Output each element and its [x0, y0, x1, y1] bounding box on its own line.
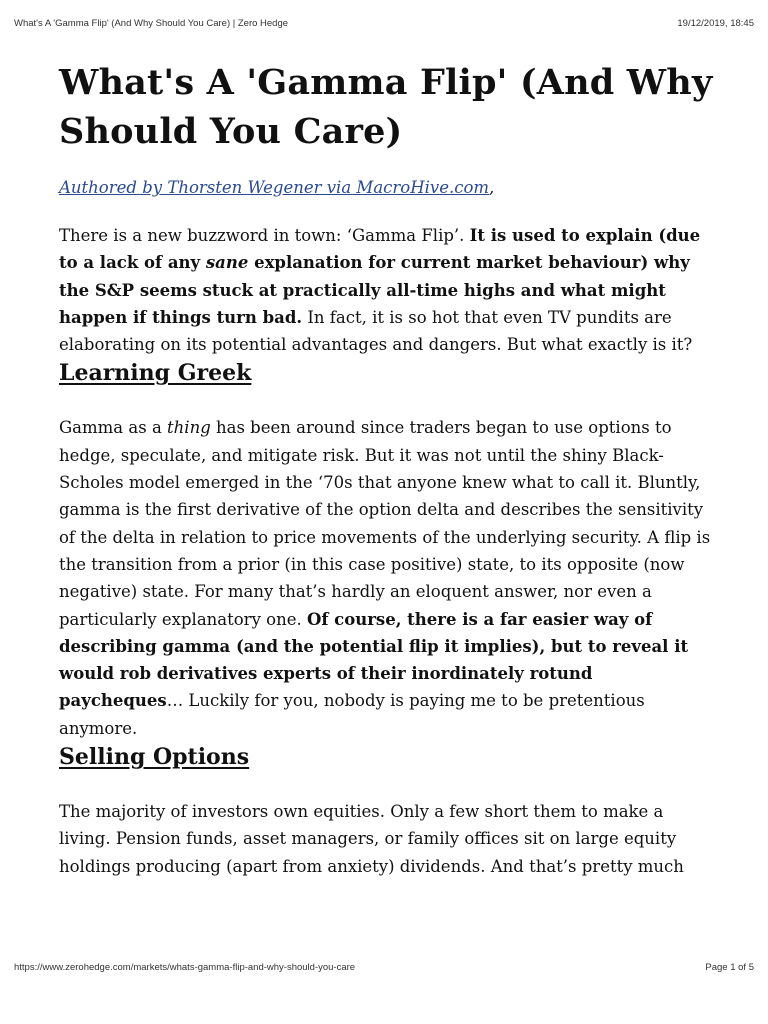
intro-text-2: In fact, it is so hot that even TV pundits are elaborating on its potential advantages and dangers. But what exactly is it? [59, 307, 693, 355]
paragraph-intro [59, 222, 719, 358]
learning-text-3: … Luckily for you, nobody is paying me to be pretentious anymore. [59, 691, 645, 738]
article [59, 58, 719, 880]
print-footer-page: Page 1 of 5 [705, 962, 754, 973]
learning-text-2: has been around since traders began to use options to hedge, speculate, and mitigate risk. But it was not until the shiny Black-Scholes model emerged in the ‘70s that anyone knew what to call it. Bluntly, gamma is the first derivative of the option delta and describes the sensitivity of the delta in relation to price movements of the underlying security. A flip is the transition from a prior (in this case positive) state, to its opposite (now negative) state. For many that’s hardly an eloquent answer, nor even a particularly explanatory one. [59, 418, 711, 629]
learning-text-1: Gamma as a [59, 418, 168, 438]
byline-suffix: , [489, 178, 495, 197]
paragraph-selling-options: The majority of investors own equities. Only a few short them to make a living. Pension funds, asset managers, or family offices sit on large equity holdings producing (apart from anxiety) dividends. And that’s pretty much [59, 802, 684, 876]
intro-bold-1: It is used to explain (due to a lack of any [59, 226, 701, 273]
print-header [14, 18, 754, 34]
intro-text-1: There is a new buzzword in town: ‘Gamma Flip’. [59, 226, 470, 245]
print-footer-url: https://www.zerohedge.com/markets/whats-gamma-flip-and-why-should-you-care [14, 962, 356, 973]
paragraph-learning-greek [59, 414, 719, 742]
article-title: What's A 'Gamma Flip' (And Why Should You Care) [59, 62, 713, 152]
print-header-datetime: 19/12/2019, 18:45 [677, 18, 754, 29]
print-header-title: What's A 'Gamma Flip' (And Why Should You Care) | Zero Hedge [14, 18, 289, 29]
byline-link[interactable]: Authored by Thorsten Wegener via MacroHive.com [59, 178, 490, 197]
print-footer [14, 962, 754, 978]
intro-bold-2: explanation for current market behaviour) why the S&P seems stuck at practically all-time highs and what might happen if things turn bad. [59, 253, 690, 327]
heading-selling-options: Selling Options [59, 744, 250, 771]
learning-bold: Of course, there is a far easier way of describing gamma (and the potential flip it implies), but to reveal it would rob derivatives experts of their inordinately rotund paycheques [59, 609, 689, 711]
heading-learning-greek: Learning Greek [59, 360, 252, 387]
intro-bold-italic: sane [205, 253, 249, 273]
learning-italic: thing [167, 418, 211, 438]
byline [59, 176, 719, 200]
